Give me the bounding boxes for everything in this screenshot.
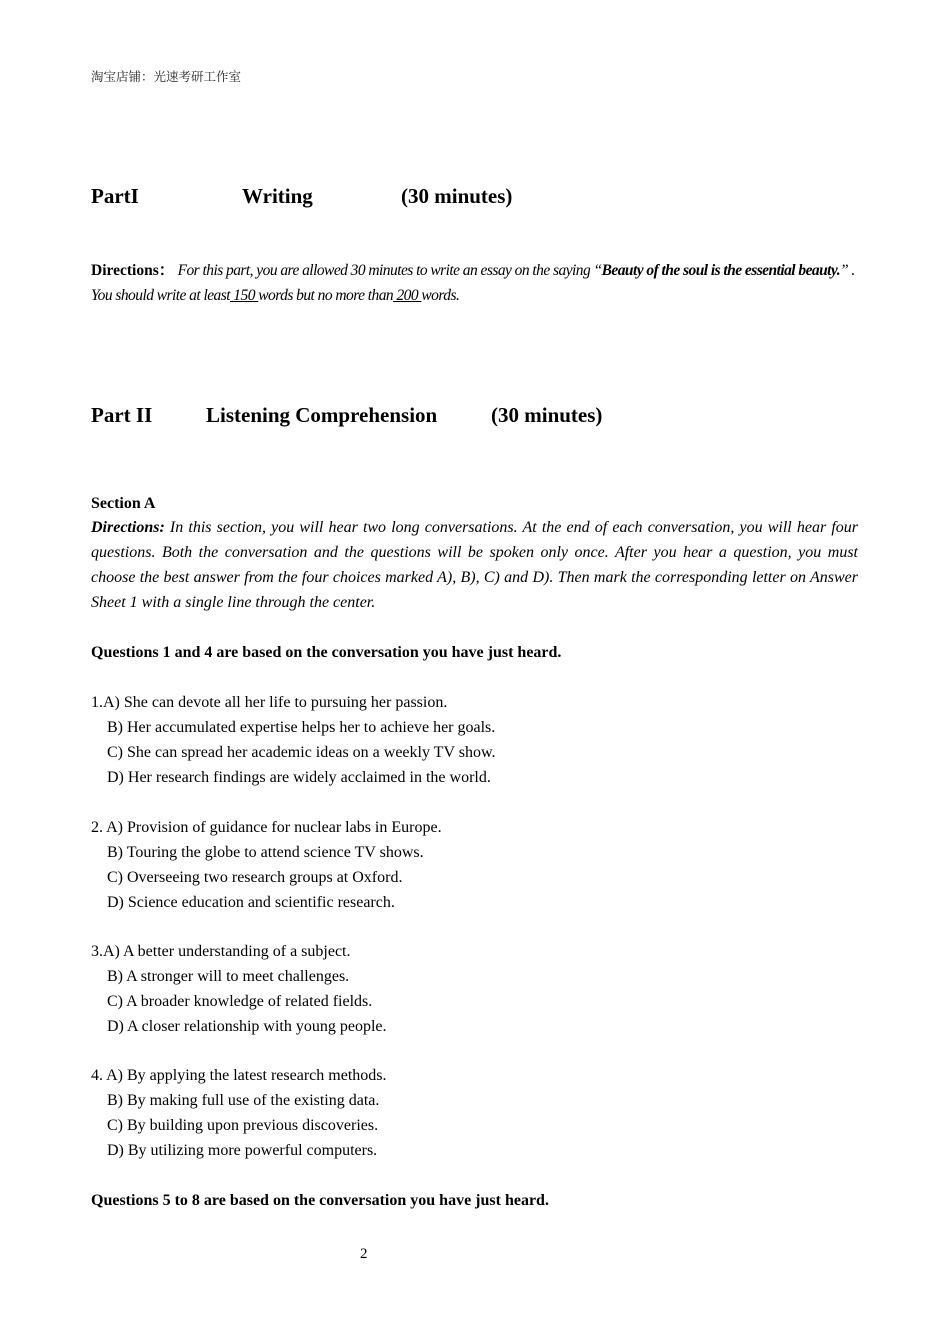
question-3-option-d: D) A closer relationship with young people.: [107, 1018, 387, 1035]
question-group-intro: Questions 1 and 4 are based on the conversation you have just heard.: [91, 644, 562, 661]
question-4: [91, 1063, 851, 1163]
part1-directions-text-before: For this part, you are allowed 30 minutes to write an essay on the saying “: [177, 262, 602, 279]
question-1-option-d: D) Her research findings are widely acclaimed in the world.: [107, 769, 491, 786]
section-a-directions: [91, 515, 858, 615]
question-4-option-b: B) By making full use of the existing data.: [107, 1092, 380, 1109]
question-2-option-a: 2. A) Provision of guidance for nuclear labs in Europe.: [91, 819, 442, 836]
question-3-option-b: B) A stronger will to meet challenges.: [107, 968, 350, 985]
question-group-intro: Questions 5 to 8 are based on the conversation you have just heard.: [91, 1192, 549, 1209]
section-a-directions-label: Directions:: [91, 519, 165, 536]
question-2-option-d: D) Science education and scientific research.: [107, 894, 395, 911]
question-4-option-d: D) By utilizing more powerful computers.: [107, 1142, 378, 1159]
header-note: 淘宝店铺：光速考研工作室: [91, 69, 242, 84]
section-a-directions-text: In this section, you will hear two long conversations. At the end of each conversation, you will hear four questions. Both the conversation and the questions will be spoken only once. After you hear a question, you must choose the best answer from the four choices marked A), B), C) and D). Then mark the corresponding letter on Answer Sheet 1 with a single line through the center.: [91, 519, 858, 611]
question-1-option-a: 1.A) She can devote all her life to pursuing her passion.: [91, 694, 448, 711]
part2-title: Listening Comprehension: [206, 403, 438, 427]
max-words: 200: [393, 287, 422, 304]
question-4-option-a: 4. A) By applying the latest research methods.: [91, 1067, 387, 1084]
question-2: [91, 815, 851, 915]
part1-time: (30 minutes): [401, 184, 513, 208]
min-words: 150: [229, 287, 259, 304]
part1-directions-text-end: words.: [421, 287, 460, 304]
question-4-option-c: C) By building upon previous discoveries.: [107, 1117, 379, 1134]
question-1-option-c: C) She can spread her academic ideas on a weekly TV show.: [107, 744, 496, 761]
question-3: [91, 939, 851, 1039]
page-number: 2: [360, 1246, 368, 1262]
question-3-option-c: C) A broader knowledge of related fields.: [107, 993, 373, 1010]
question-1-option-b: B) Her accumulated expertise helps her to achieve her goals.: [107, 719, 496, 736]
section-a-title: Section A: [91, 495, 156, 512]
part2-time: (30 minutes): [491, 403, 603, 427]
part1-directions-text-after: ” . You should write at least: [91, 262, 855, 304]
question-1: [91, 690, 851, 790]
essay-saying: Beauty of the soul is the essential beauty.: [601, 262, 841, 279]
part1-directions-text-middle: words but no more than: [258, 287, 394, 304]
part1-label: PartI: [91, 184, 139, 208]
part1-title: Writing: [242, 184, 313, 208]
question-3-option-a: 3.A) A better understanding of a subject.: [91, 943, 351, 960]
part2-label: Part II: [91, 403, 153, 427]
part1-directions: [91, 258, 861, 308]
question-2-option-c: C) Overseeing two research groups at Oxford.: [107, 869, 403, 886]
part1-directions-label: Directions：: [91, 262, 175, 279]
question-2-option-b: B) Touring the globe to attend science TV shows.: [107, 844, 424, 861]
